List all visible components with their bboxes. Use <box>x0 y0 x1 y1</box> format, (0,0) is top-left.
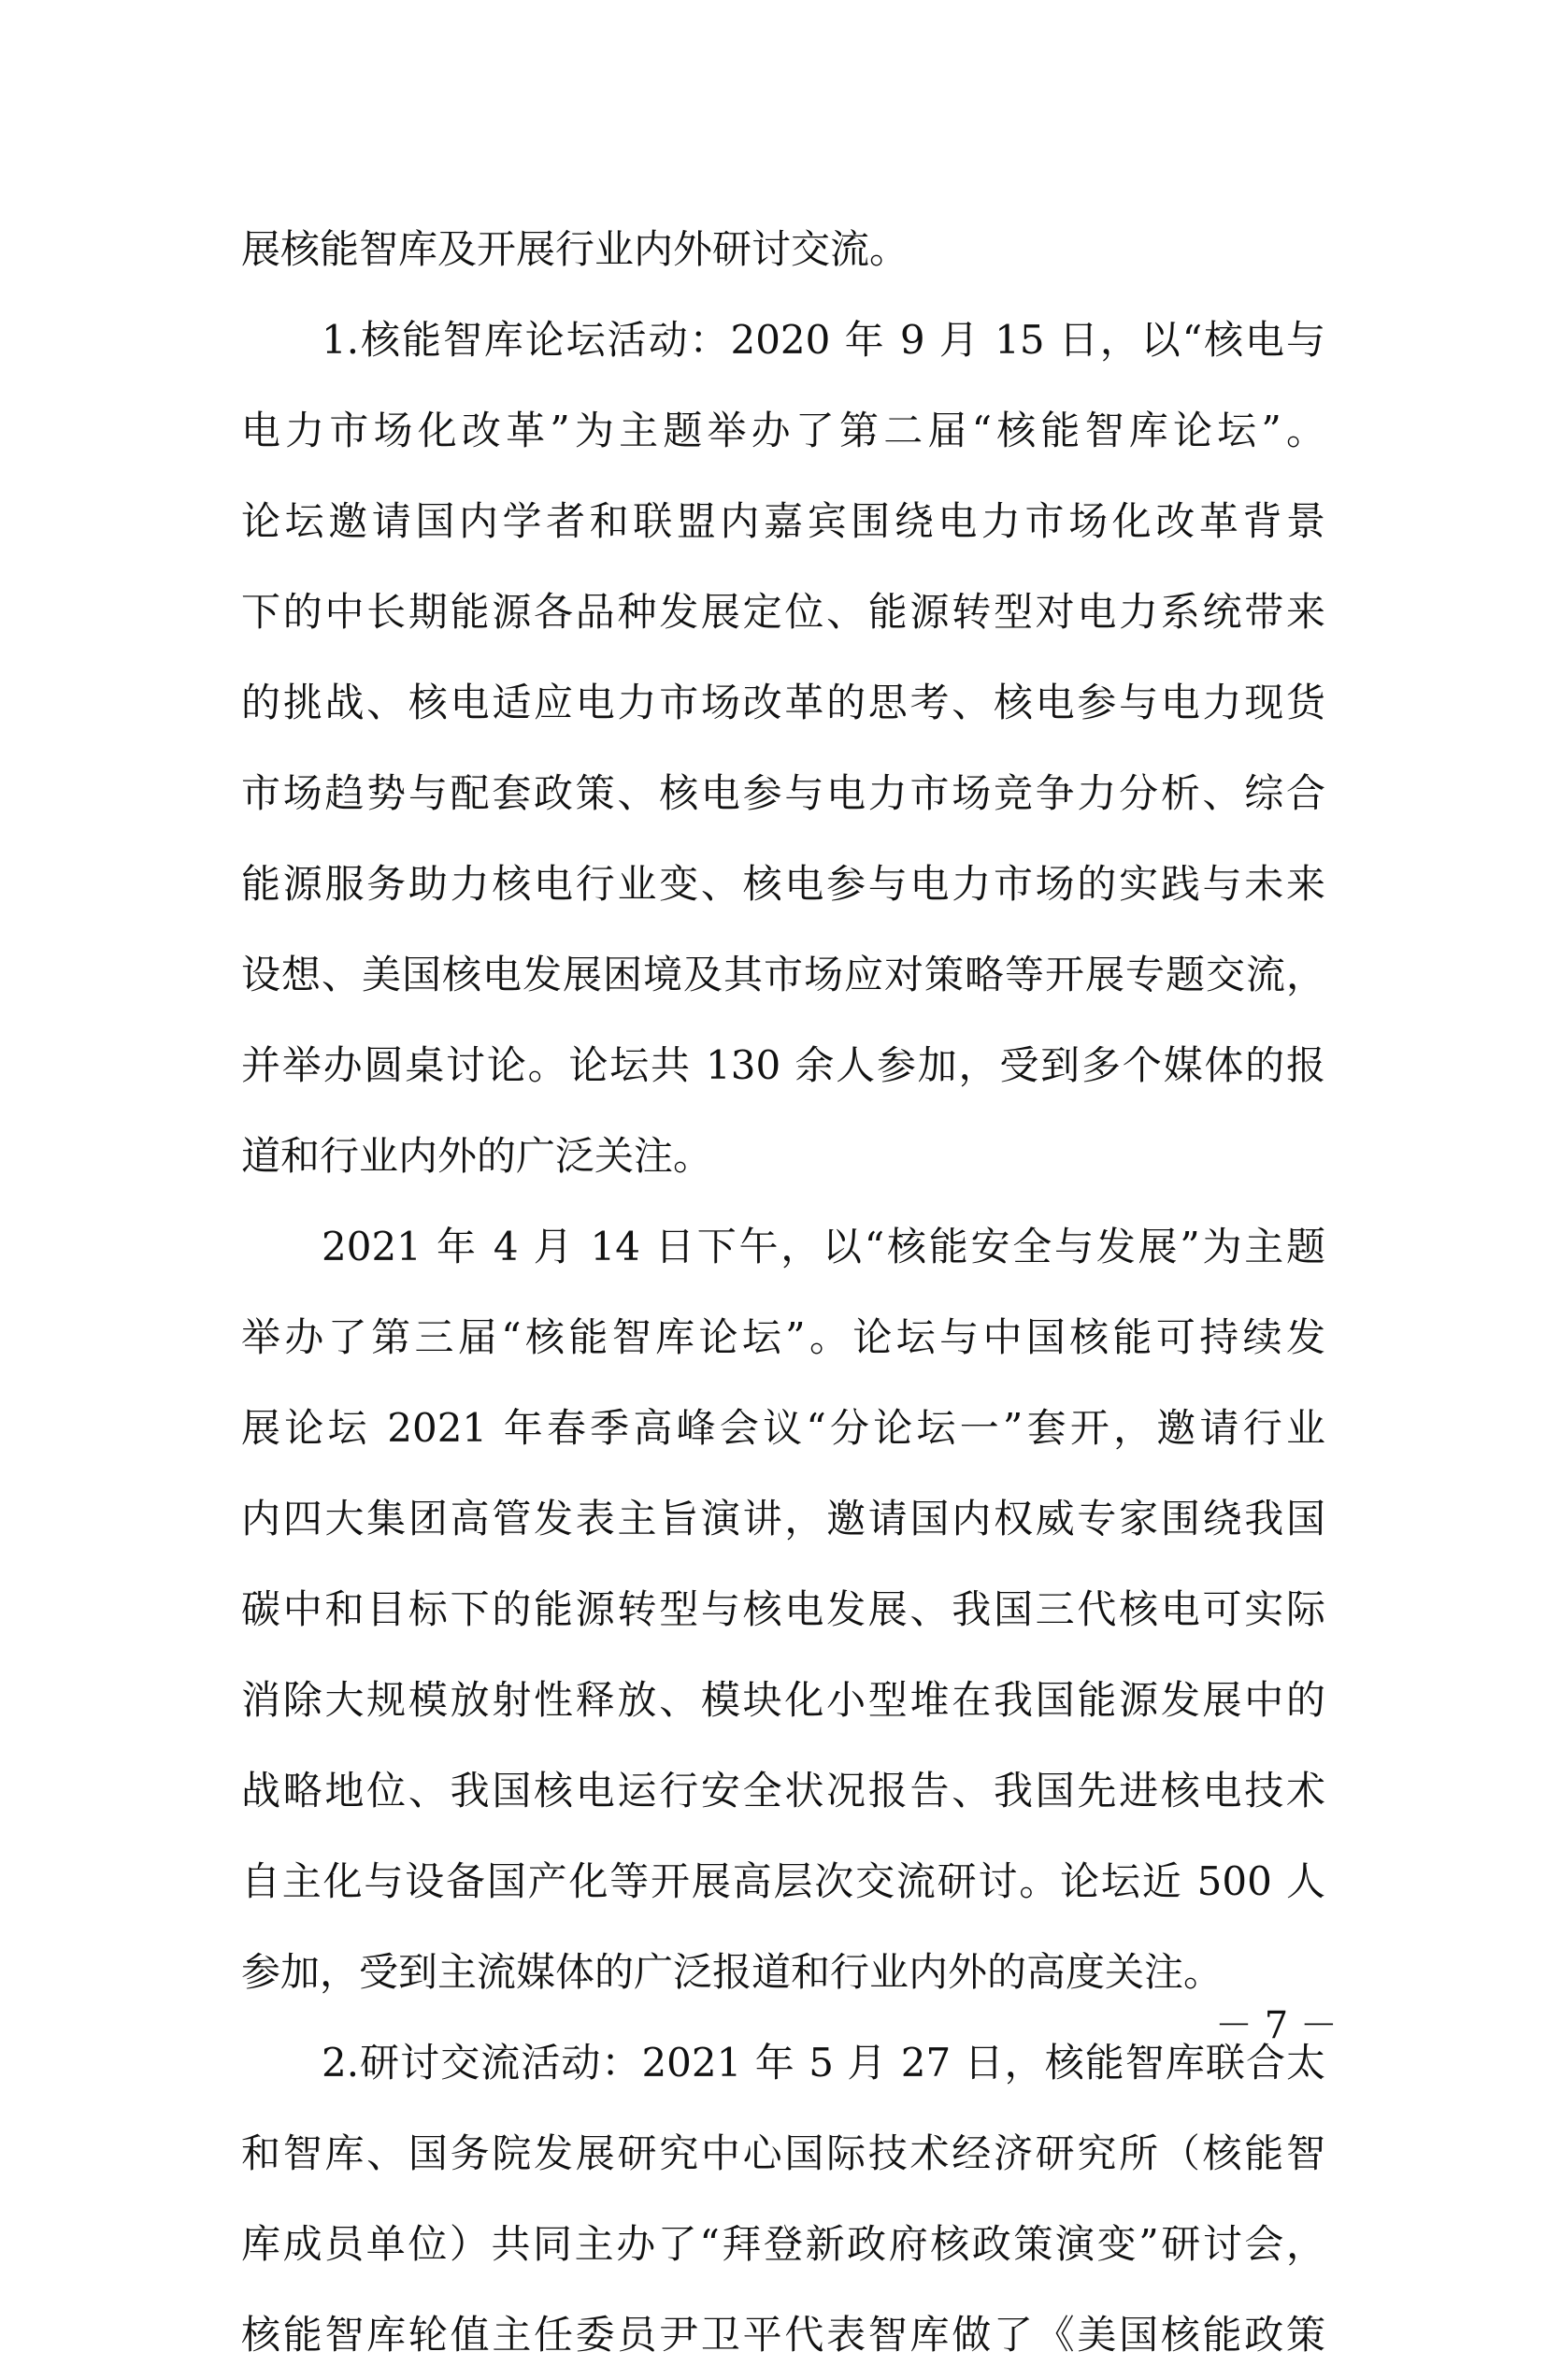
text-line: 下的中长期能源各品种发展定位、能源转型对电力系统带来 <box>241 589 1325 635</box>
text-line: 自主化与设备国产化等开展高层次交流研讨。论坛近 500 人 <box>241 1858 1325 1904</box>
text-line: 并举办圆桌讨论。论坛共 130 余人参加，受到多个媒体的报 <box>241 1042 1325 1088</box>
text-line: 电力市场化改革”为主题举办了第二届“核能智库论坛”。 <box>241 408 1325 453</box>
text-line: 参加，受到主流媒体的广泛报道和行业内外的高度关注。 <box>241 1949 1224 1995</box>
text-line: 展核能智库及开展行业内外研讨交流。 <box>241 226 909 272</box>
text-line: 论坛邀请国内学者和联盟内嘉宾围绕电力市场化改革背景 <box>241 498 1325 544</box>
text-line: 消除大规模放射性释放、模块化小型堆在我国能源发展中的 <box>241 1677 1325 1723</box>
text-line: 设想、美国核电发展困境及其市场应对策略等开展专题交流， <box>241 952 1325 997</box>
text-line: 展论坛 2021 年春季高峰会议“分论坛一”套开，邀请行业 <box>241 1405 1325 1451</box>
text-line: 市场趋势与配套政策、核电参与电力市场竞争力分析、综合 <box>241 770 1325 816</box>
text-line: 举办了第三届“核能智库论坛”。论坛与中国核能可持续发 <box>241 1314 1325 1360</box>
body-text <box>241 204 1338 2380</box>
text-line: 战略地位、我国核电运行安全状况报告、我国先进核电技术 <box>241 1768 1325 1814</box>
page-number: － 7 － <box>1215 2004 1338 2047</box>
text-line: 核能智库轮值主任委员尹卫平代表智库做了《美国核能政策 <box>241 2312 1325 2358</box>
text-line: 的挑战、核电适应电力市场改革的思考、核电参与电力现货 <box>241 680 1325 725</box>
text-line: 碳中和目标下的能源转型与核电发展、我国三代核电可实际 <box>241 1586 1325 1632</box>
text-line: 2021 年 4 月 14 日下午，以“核能安全与发展”为主题 <box>322 1224 1325 1269</box>
text-line: 内四大集团高管发表主旨演讲，邀请国内权威专家围绕我国 <box>241 1496 1325 1541</box>
text-line: 1.核能智库论坛活动：2020 年 9 月 15 日，以“核电与 <box>322 317 1325 363</box>
text-line: 道和行业内外的广泛关注。 <box>241 1133 713 1179</box>
text-line: 和智库、国务院发展研究中心国际技术经济研究所（核能智 <box>241 2130 1325 2176</box>
text-line: 库成员单位）共同主办了“拜登新政府核政策演变”研讨会， <box>241 2221 1325 2267</box>
text-line: 能源服务助力核电行业变、核电参与电力市场的实践与未来 <box>241 861 1325 907</box>
text-line: 2.研讨交流活动：2021 年 5 月 27 日，核能智库联合太 <box>322 2040 1325 2086</box>
